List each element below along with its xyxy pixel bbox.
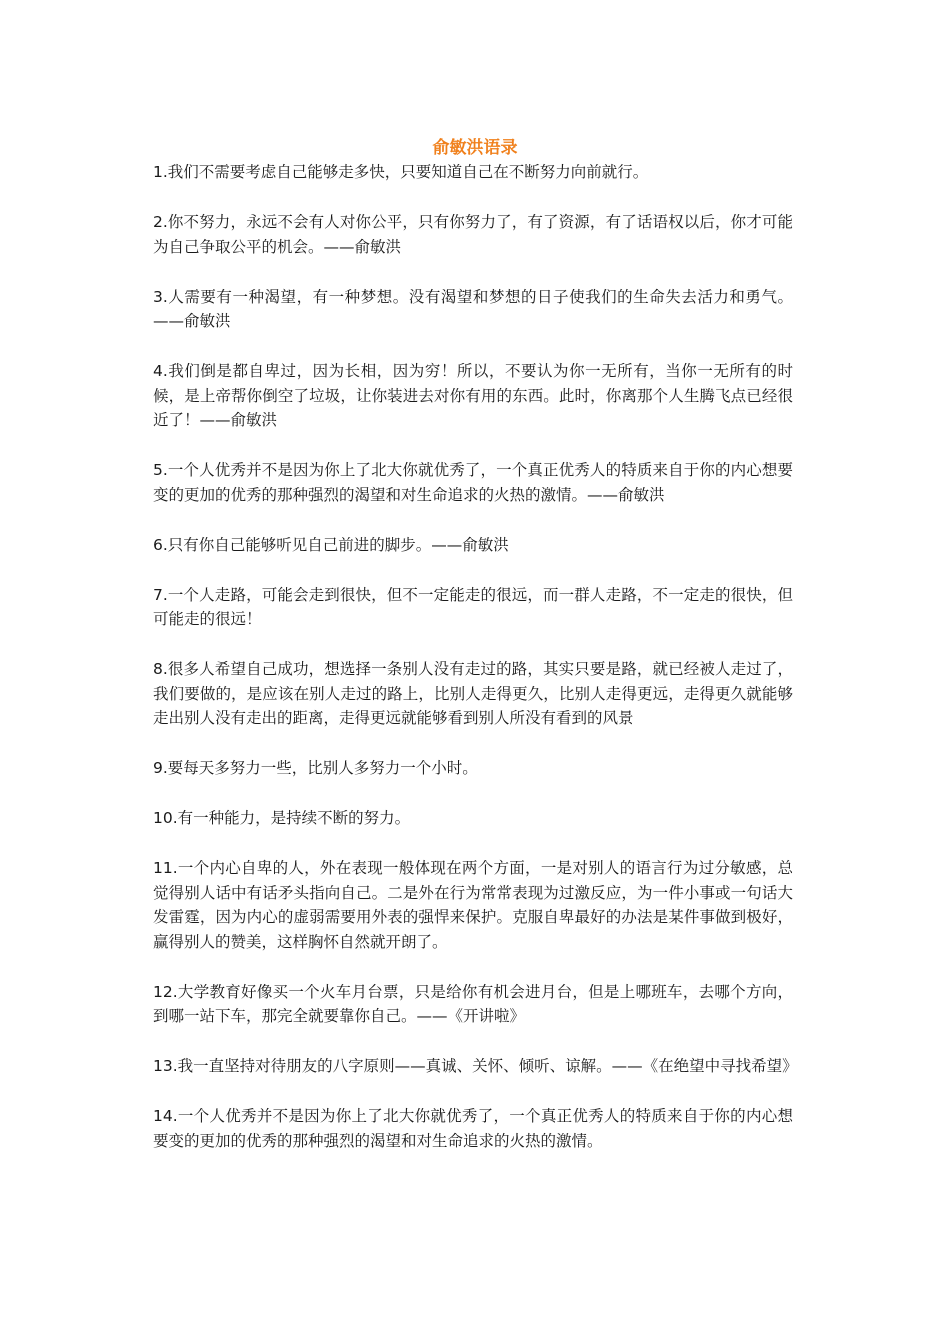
quote-item: 1.我们不需要考虑自己能够走多快，只要知道自己在不断努力向前就行。	[153, 163, 649, 181]
quote-item: 5.一个人优秀并不是因为你上了北大你就优秀了，一个真正优秀人的特质来自于你的内心想要变的更加的优秀的那种强烈的渴望和对生命追求的火热的激情。——俞敏洪	[153, 461, 793, 504]
quote-item: 9.要每天多努力一些，比别人多努力一个小时。	[153, 759, 478, 777]
quote-item: 14.一个人优秀并不是因为你上了北大你就优秀了，一个真正优秀人的特质来自于你的内心想要变的更加的优秀的那种强烈的渴望和对生命追求的火热的激情。	[153, 1107, 793, 1150]
quote-item: 12.大学教育好像买一个火车月台票，只是给你有机会进月台，但是上哪班车，去哪个方向，到哪一站下车，那完全就要靠你自己。——《开讲啦》	[153, 982, 793, 1025]
quote-item: 13.我一直坚持对待朋友的八字原则——真诚、关怀、倾听、谅解。——《在绝望中寻找希望》	[153, 1057, 798, 1075]
quote-item: 2.你不努力，永远不会有人对你公平，只有你努力了，有了资源，有了话语权以后，你才可能为自己争取公平的机会。——俞敏洪	[153, 213, 793, 256]
quote-item: 10.有一种能力，是持续不断的努力。	[153, 809, 411, 827]
quote-item: 4.我们倒是都自卑过，因为长相，因为穷！所以，不要认为你一无所有，当你一无所有的时候，是上帝帮你倒空了垃圾，让你装进去对你有用的东西。此时，你离那个人生腾飞点已经很近了！——俞敏洪	[153, 362, 793, 429]
document-title: 俞敏洪语录	[432, 138, 518, 158]
quote-item: 7.一个人走路，可能会走到很快，但不一定能走的很远，而一群人走路，不一定走的很快，但可能走的很远！	[153, 585, 793, 628]
quote-list	[153, 160, 798, 1179]
quote-item: 11.一个内心自卑的人，外在表现一般体现在两个方面，一是对别人的语言行为过分敏感，总觉得别人话中有话矛头指向自己。二是外在行为常常表现为过激反应，为一件小事或一句话大发雷霆，因为内心的虚弱需要用外表的强悍来保护。克服自卑最好的办法是某件事做到极好，赢得别人的赞美，这样胸怀自然就开朗了。	[153, 859, 793, 951]
quote-item: 6.只有你自己能够听见自己前进的脚步。——俞敏洪	[153, 535, 509, 554]
quote-item: 8.很多人希望自己成功，想选择一条别人没有走过的路，其实只要是路，就已经被人走过了，我们要做的，是应该在别人走过的路上，比别人走得更久，比别人走得更远，走得更久就能够走出别人没有走出的距离，走得更远就能够看到别人所没有看到的风景	[153, 660, 793, 727]
quote-item: 3.人需要有一种渴望，有一种梦想。没有渴望和梦想的日子使我们的生命失去活力和勇气。——俞敏洪	[153, 287, 793, 330]
